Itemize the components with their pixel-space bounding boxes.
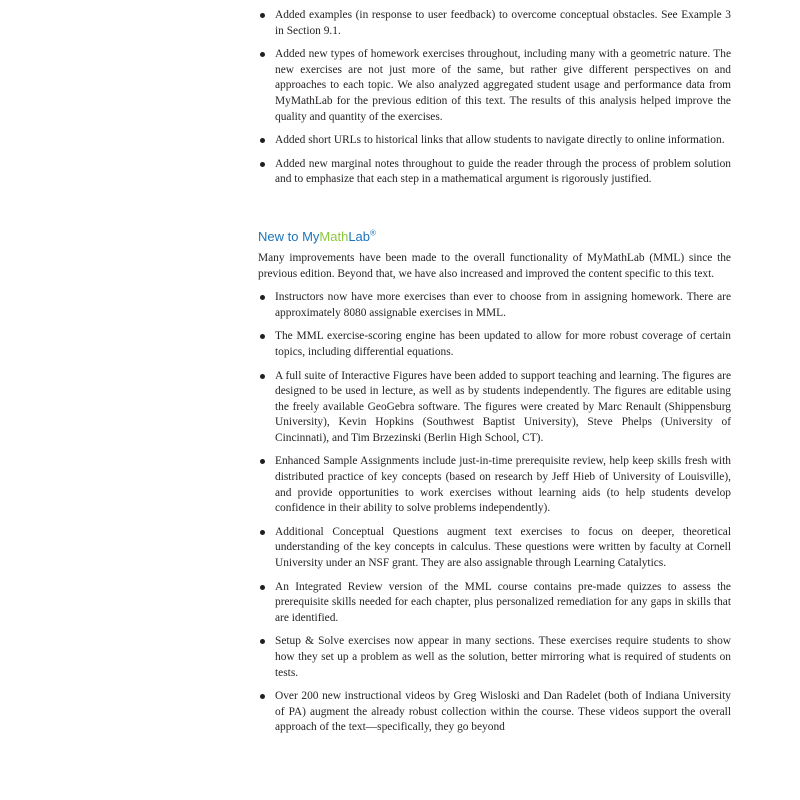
list-item: Enhanced Sample Assignments include just-in-time prerequisite review, help keep skills fresh with distributed practice of key concepts (based on research by Jeff Hieb of University of Louisville), and provide opportunities to work exercises without learning aids (to help students develop confidence in their ability to solve problems independently).: [258, 454, 731, 516]
list-item: An Integrated Review version of the MML course contains pre-made quizzes to assess the prerequisite skills needed for each chapter, plus personalized remediation for any gaps in skills that are identified.: [258, 580, 731, 627]
brand-math: Math: [319, 228, 349, 244]
list-item: Added new marginal notes throughout to guide the reader through the process of problem solution and to emphasize that each step in a mathematical argument is rigorously justified.: [258, 157, 731, 188]
bullet-icon: [260, 585, 265, 590]
page-content: [258, 8, 731, 744]
list-item: Added new types of homework exercises throughout, including many with a geometric nature. The new exercises are not just more of the same, but rather give different perspectives on and approaches to each topic. We also analyzed aggregated student usage and performance data from MyMathLab for the previous edition of this text. The results of this analysis helped improve the quality and quantity of the exercises.: [258, 47, 731, 125]
brand-lab: Lab: [348, 228, 371, 244]
bullet-icon: [260, 459, 265, 464]
top-bullet-list: [258, 8, 731, 188]
bullet-icon: [260, 295, 265, 300]
bullet-icon: [260, 694, 265, 699]
bullet-icon: [260, 138, 265, 143]
section-intro: Many improvements have been made to the overall functionality of MyMathLab (MML) since the previous edition. Beyond that, we have also increased and improved the content specific to this text.: [258, 251, 731, 280]
list-item: Instructors now have more exercises than ever to choose from in assigning homework. There are approximately 8080 assignable exercises in MML.: [258, 290, 731, 321]
bullet-icon: [260, 530, 265, 535]
bullet-icon: [260, 162, 265, 167]
list-item: Additional Conceptual Questions augment text exercises to focus on deeper, theoretical understanding of the key concepts in calculus. These questions were written by faculty at Cornell University under an NSF grant. They are also assignable through Learning Catalytics.: [258, 525, 731, 572]
list-item: The MML exercise-scoring engine has been updated to allow for more robust coverage of certain topics, including differential equations.: [258, 329, 731, 360]
bullet-icon: [260, 639, 265, 644]
section-bullet-list: [258, 290, 731, 736]
list-item: Added short URLs to historical links that allow students to navigate directly to online information.: [258, 133, 731, 149]
list-item: A full suite of Interactive Figures have been added to support teaching and learning. The figures are designed to be used in lecture, as well as by students independently. The figures are editable using the freely available GeoGebra software. The figures were created by Marc Renault (Shippensburg University), Kevin Hopkins (Southwest Baptist University), Steve Phelps (University of Cincinnati), and Tim Brzezinski (Berlin High School, CT).: [258, 369, 731, 447]
bullet-icon: [260, 374, 265, 379]
bullet-icon: [260, 334, 265, 339]
section-heading: [258, 229, 731, 245]
heading-prefix: New to: [258, 228, 303, 244]
bullet-icon: [260, 52, 265, 57]
bullet-icon: [260, 13, 265, 18]
list-item: Added examples (in response to user feedback) to overcome conceptual obstacles. See Example 3 in Section 9.1.: [258, 8, 731, 39]
list-item: Setup & Solve exercises now appear in many sections. These exercises require students to show how they set up a problem as well as the solution, better mirroring what is required of students on tests.: [258, 634, 731, 681]
list-item: Over 200 new instructional videos by Greg Wisloski and Dan Radelet (both of Indiana University of PA) augment the already robust collection within the course. These videos support the overall approach of the text—specifically, they go beyond: [258, 689, 731, 736]
brand-my: My: [302, 228, 320, 244]
registered-mark: ®: [370, 228, 376, 238]
